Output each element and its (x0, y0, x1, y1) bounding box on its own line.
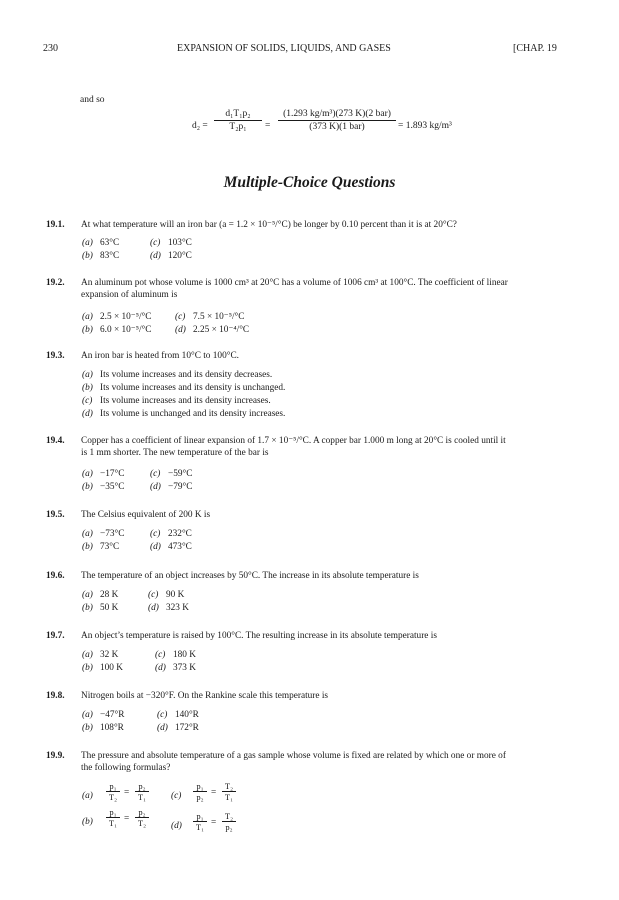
option-c (175, 311, 244, 322)
fraction-numerator: T₂ (222, 781, 236, 792)
equals-sign: = (211, 818, 217, 828)
option-label: (b) (82, 383, 93, 393)
question-number: 19.3. (46, 351, 65, 361)
option-a (82, 238, 119, 248)
option-c (82, 396, 271, 406)
option-label: (a) (82, 791, 93, 801)
equals-sign: = (124, 814, 130, 824)
option-a (82, 311, 151, 322)
fraction-numerator: p₁ (193, 811, 207, 822)
option-d (157, 723, 199, 733)
option-label: (c) (171, 791, 182, 801)
intro-text: and so (80, 95, 105, 105)
option-label: (c) (148, 590, 159, 600)
option-text: 323 K (166, 603, 189, 613)
fraction-numerator: (1.293 kg/m³)(273 K)(2 bar) (278, 109, 396, 121)
option-label: (a) (82, 710, 93, 720)
question-text: The temperature of an object increases by 50°C. The increase in its absolute temperature is (81, 571, 419, 581)
option-b (82, 723, 124, 733)
formula-right-fraction (222, 811, 236, 832)
option-label: (a) (82, 469, 93, 479)
option-label: (c) (155, 650, 166, 660)
option-label: (a) (82, 590, 93, 600)
option-text: Its volume increases and its density decreases. (100, 370, 273, 380)
option-text: 50 K (100, 603, 119, 613)
question-number: 19.5. (46, 510, 65, 520)
question-19-7 (46, 630, 578, 642)
equals-sign: = (265, 121, 271, 131)
option-label: (a) (82, 650, 93, 660)
option-d (150, 542, 192, 552)
option-d (150, 482, 192, 492)
option-label: (d) (171, 821, 182, 831)
equals-sign: = (211, 788, 217, 798)
fraction-denominator: (373 K)(1 bar) (309, 122, 365, 132)
option-text: −73°C (100, 529, 125, 539)
fraction-numerator: p₁ (193, 781, 207, 792)
fraction-denominator: T₂ (108, 792, 118, 802)
option-label: (b) (82, 251, 93, 261)
equation-fraction-symbolic (214, 109, 262, 132)
equation-fraction-numeric (278, 109, 396, 132)
option-label: (b) (82, 482, 93, 492)
option-text: −59°C (168, 469, 193, 479)
option-label: (a) (82, 370, 93, 380)
question-19-6 (46, 570, 578, 582)
question-number: 19.1. (46, 220, 65, 230)
fraction-numerator: p₁ (106, 781, 120, 792)
option-c (148, 590, 184, 600)
question-19-2 (46, 277, 578, 301)
question-19-8 (46, 690, 578, 702)
section-title: Multiple-Choice Questions (223, 174, 396, 191)
option-text: 103°C (168, 238, 192, 248)
formula-right-fraction (135, 781, 149, 802)
question-19-4 (46, 435, 578, 459)
option-b (82, 663, 123, 673)
option-label: (d) (148, 603, 159, 613)
formula-left-fraction (193, 781, 207, 802)
option-text: 120°C (168, 251, 192, 261)
option-text: 73°C (100, 542, 120, 552)
option-label: (b) (82, 325, 93, 335)
fraction-denominator: p₂ (225, 822, 233, 832)
fraction-denominator: p₂ (196, 792, 204, 802)
option-label: (d) (150, 251, 161, 261)
option-text: 90 K (166, 590, 185, 600)
fraction-numerator: p₂ (135, 781, 149, 792)
option-text: 172°R (175, 723, 199, 733)
option-b (82, 324, 151, 335)
option-text: 473°C (168, 542, 192, 552)
question-text: Nitrogen boils at −320°F. On the Rankine scale this temperature is (81, 691, 329, 701)
option-d (175, 324, 249, 335)
option-a (82, 650, 118, 660)
option-a (82, 469, 124, 479)
running-title: EXPANSION OF SOLIDS, LIQUIDS, AND GASES (177, 43, 391, 54)
question-19-1 (46, 219, 578, 231)
option-d (155, 663, 196, 673)
option-label: (b) (82, 817, 93, 827)
option-text: 108°R (100, 723, 124, 733)
page-header (43, 43, 576, 57)
question-number: 19.2. (46, 278, 65, 288)
option-b (82, 603, 118, 613)
option-b (82, 383, 285, 393)
option-text: 7.5 × 10⁻⁵/°C (193, 312, 245, 322)
option-text: 2.5 × 10⁻⁵/°C (100, 312, 152, 322)
option-label: (b) (82, 542, 93, 552)
option-label: (b) (82, 663, 93, 673)
option-text: 32 K (100, 650, 119, 660)
option-label: (a) (82, 238, 93, 248)
page-number: 230 (43, 43, 58, 54)
formula-left-fraction (193, 811, 207, 832)
question-19-9 (46, 750, 578, 774)
question-text: An iron bar is heated from 10°C to 100°C. (81, 351, 239, 361)
formula-right-fraction (222, 781, 236, 802)
option-label: (c) (157, 710, 168, 720)
option-label: (d) (175, 325, 186, 335)
option-text: 63°C (100, 238, 120, 248)
option-text: 6.0 × 10⁻⁵/°C (100, 325, 152, 335)
option-label: (d) (157, 723, 168, 733)
option-b (82, 251, 119, 261)
option-text: 2.25 × 10⁻⁴/°C (193, 325, 250, 335)
option-text: 28 K (100, 590, 119, 600)
option-text: 83°C (100, 251, 120, 261)
option-text: Its volume increases and its density is unchanged. (100, 383, 286, 393)
option-label: (c) (150, 238, 161, 248)
option-text: −17°C (100, 469, 125, 479)
equation-result: = 1.893 kg/m³ (398, 121, 452, 131)
question-text: Copper has a coefficient of linear expansion of 1.7 × 10⁻⁵/°C. A copper bar 1.000 m long at 20°C is cooled until it (81, 436, 506, 446)
question-number: 19.9. (46, 751, 65, 761)
question-text: The pressure and absolute temperature of a gas sample whose volume is fixed are related by which one or more of (81, 751, 506, 761)
option-c (155, 650, 196, 660)
fraction-numerator: d₁T₁p₂ (214, 109, 262, 121)
question-number: 19.4. (46, 436, 65, 446)
option-a (82, 710, 124, 720)
question-text: is 1 mm shorter. The new temperature of the bar is (81, 448, 269, 458)
option-d (150, 251, 192, 261)
fraction-denominator: T₂p₁ (229, 122, 247, 132)
equals-sign: = (124, 788, 130, 798)
formula-right-fraction (135, 807, 149, 828)
option-text: 180 K (173, 650, 196, 660)
formula-left-fraction (106, 781, 120, 802)
option-text: Its volume increases and its density increases. (100, 396, 271, 406)
option-c (150, 529, 192, 539)
option-label: (a) (82, 529, 93, 539)
option-text: −35°C (100, 482, 125, 492)
option-label: (b) (82, 723, 93, 733)
question-text: At what temperature will an iron bar (a = 1.2 × 10⁻⁵/°C) be longer by 0.10 percent than it is at 20°C? (81, 220, 457, 230)
option-label: (c) (82, 396, 93, 406)
option-d (148, 603, 189, 613)
option-label: (b) (82, 603, 93, 613)
fraction-denominator: T₁ (224, 792, 234, 802)
formula-left-fraction (106, 807, 120, 828)
option-c (157, 710, 199, 720)
option-label: (d) (82, 409, 93, 419)
fraction-denominator: T₁ (108, 818, 118, 828)
option-c (150, 469, 192, 479)
question-text: expansion of aluminum is (81, 290, 178, 300)
option-label: (c) (150, 469, 161, 479)
question-text: The Celsius equivalent of 200 K is (81, 510, 211, 520)
option-d (82, 409, 285, 419)
option-b (82, 542, 119, 552)
question-number: 19.6. (46, 571, 65, 581)
question-text: An object’s temperature is raised by 100°C. The resulting increase in its absolute temperature is (81, 631, 437, 641)
question-19-5 (46, 509, 578, 521)
option-text: Its volume is unchanged and its density increases. (100, 409, 286, 419)
option-a (82, 370, 272, 380)
fraction-denominator: T₂ (137, 818, 147, 828)
option-text: −79°C (168, 482, 193, 492)
option-label: (d) (150, 542, 161, 552)
fraction-numerator: p₁ (106, 807, 120, 818)
option-a (82, 529, 124, 539)
question-19-3 (46, 350, 578, 362)
option-label: (d) (155, 663, 166, 673)
fraction-numerator: T₂ (222, 811, 236, 822)
question-text: the following formulas? (81, 763, 171, 773)
option-text: 232°C (168, 529, 192, 539)
fraction-denominator: T₁ (195, 822, 205, 832)
question-number: 19.8. (46, 691, 65, 701)
option-text: −47°R (100, 710, 125, 720)
option-a (82, 590, 118, 600)
equation-lhs: d₂ = (192, 121, 208, 131)
option-label: (c) (175, 312, 186, 322)
chapter-label: [CHAP. 19 (513, 43, 557, 54)
option-b (82, 482, 124, 492)
option-text: 140°R (175, 710, 199, 720)
option-text: 100 K (100, 663, 123, 673)
question-text: An aluminum pot whose volume is 1000 cm³ at 20°C has a volume of 1006 cm³ at 100°C. The coefficient of linear (81, 278, 508, 288)
question-number: 19.7. (46, 631, 65, 641)
option-text: 373 K (173, 663, 196, 673)
option-label: (a) (82, 312, 93, 322)
option-label: (d) (150, 482, 161, 492)
fraction-denominator: T₁ (137, 792, 147, 802)
option-c (150, 238, 192, 248)
fraction-numerator: p₂ (135, 807, 149, 818)
option-label: (c) (150, 529, 161, 539)
